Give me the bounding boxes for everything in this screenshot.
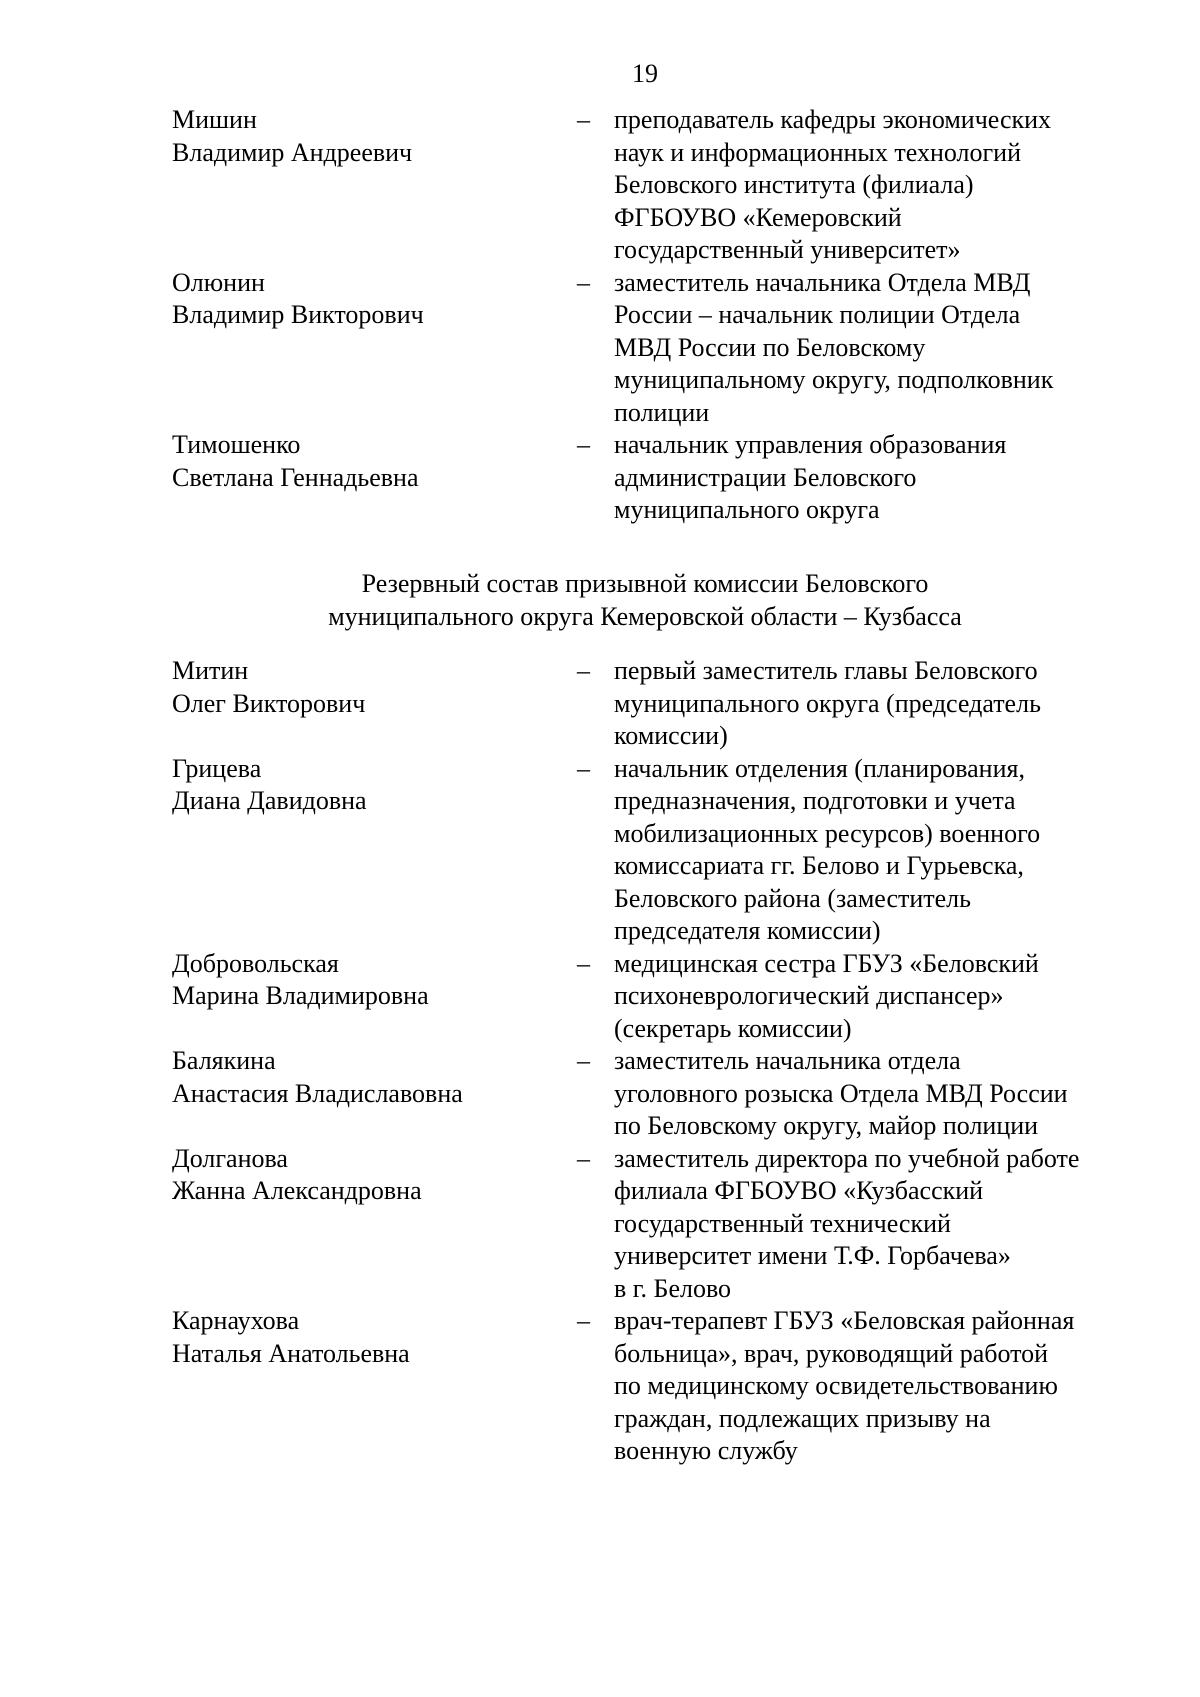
member-given-name: Марина Владимировна xyxy=(172,981,429,1010)
member-role-line: администрации Беловского xyxy=(614,462,917,492)
member-dash: – xyxy=(577,105,590,134)
member-role-line: предназначения, подготовки и учета xyxy=(614,786,1016,815)
member-role-line: военную службу xyxy=(614,1436,798,1465)
member-given-name: Владимир Андреевич xyxy=(172,137,413,167)
member-role-line: университет имени Т.Ф. Горбачева» xyxy=(614,1241,1011,1270)
member-name xyxy=(172,104,552,169)
member-entry xyxy=(0,429,1200,527)
member-role-line: по Беловскому округу, майор полиции xyxy=(614,1111,1039,1140)
member-role-line: по медицинскому освидетельствованию xyxy=(614,1371,1058,1400)
member-role-line: врач-терапевт ГБУЗ «Беловская районная xyxy=(614,1306,1075,1335)
member-role xyxy=(614,267,1134,430)
member-role-line: больница», врач, руководящий работой xyxy=(614,1338,1049,1368)
member-role-line: начальник отделения (планирования, xyxy=(614,753,1025,783)
member-surname: Карнаухова xyxy=(172,1306,300,1335)
member-role xyxy=(614,104,1134,267)
member-role-line: филиала ФГБОУВО «Кузбасский xyxy=(614,1176,984,1205)
member-role-line: полиции xyxy=(614,397,710,427)
member-role-line: комиссии) xyxy=(614,721,728,750)
member-role-line: начальник управления образования xyxy=(614,430,1007,459)
member-role-line: муниципального округа (председатель xyxy=(614,688,1041,718)
member-name xyxy=(172,1143,552,1208)
member-role-line: государственный университет» xyxy=(614,235,961,264)
member-role-line: в г. Белово xyxy=(614,1273,732,1303)
member-surname: Долганова xyxy=(172,1143,288,1173)
member-given-name: Наталья Анатольевна xyxy=(172,1338,410,1368)
member-role-line: государственный технический xyxy=(614,1208,951,1238)
member-entry xyxy=(0,948,1200,1046)
member-role xyxy=(614,1045,1134,1143)
member-surname: Мишин xyxy=(172,105,257,134)
member-role-line: первый заместитель главы Беловского xyxy=(614,656,1038,685)
member-dash: – xyxy=(577,753,590,783)
member-list-reserve xyxy=(0,655,1200,1468)
member-dash: – xyxy=(577,1046,590,1075)
member-role-line: (секретарь комиссии) xyxy=(614,1013,852,1043)
member-dash: – xyxy=(577,267,590,297)
member-role-line: ФГБОУВО «Кемеровский xyxy=(614,202,902,232)
member-given-name: Светлана Геннадьевна xyxy=(172,462,419,492)
member-role-line: психоневрологический диспансер» xyxy=(614,981,1004,1010)
member-entry xyxy=(0,104,1200,267)
member-surname: Балякина xyxy=(172,1046,276,1075)
member-role xyxy=(614,1143,1134,1306)
member-role-line: МВД России по Беловскому xyxy=(614,332,926,362)
member-role-line: граждан, подлежащих призыву на xyxy=(614,1403,991,1433)
page-number: 19 xyxy=(632,59,658,88)
member-entry xyxy=(0,753,1200,948)
member-list-main xyxy=(0,104,1200,527)
member-role-line: мобилизационных ресурсов) военного xyxy=(614,818,1041,848)
member-role-line: комиссариата гг. Белово и Гурьевска, xyxy=(614,851,1024,880)
member-role xyxy=(614,753,1134,948)
member-given-name: Владимир Викторович xyxy=(172,300,424,329)
member-role-line: заместитель начальника отдела xyxy=(614,1046,961,1075)
member-name xyxy=(172,655,552,720)
section-heading-line: муниципального округа Кемеровской области – Кузбасса xyxy=(328,601,962,631)
member-surname: Добровольская xyxy=(172,948,339,978)
member-entry xyxy=(0,267,1200,430)
member-role xyxy=(614,655,1134,753)
member-role-line: председателя комиссии) xyxy=(614,916,881,945)
member-given-name: Диана Давидовна xyxy=(172,786,367,815)
member-given-name: Олег Викторович xyxy=(172,688,366,718)
member-entry xyxy=(0,1143,1200,1306)
member-dash: – xyxy=(577,656,590,685)
member-name xyxy=(172,1045,552,1110)
member-name xyxy=(172,429,552,494)
section-heading-line: Резервный состав призывной комиссии Беловского xyxy=(361,569,929,598)
member-role xyxy=(614,1305,1134,1468)
member-surname: Митин xyxy=(172,656,249,685)
member-role-line: наук и информационных технологий xyxy=(614,137,1021,167)
member-role-line: Беловского института (филиала) xyxy=(614,170,974,199)
member-surname: Олюнин xyxy=(172,267,265,297)
member-name xyxy=(172,753,552,818)
member-role-line: уголовного розыска Отдела МВД России xyxy=(614,1078,1068,1108)
member-given-name: Анастасия Владиславовна xyxy=(172,1078,463,1108)
member-dash: – xyxy=(577,430,590,459)
member-given-name: Жанна Александровна xyxy=(172,1176,422,1205)
member-dash: – xyxy=(577,1143,590,1173)
member-role-line: России – начальник полиции Отдела xyxy=(614,300,1021,329)
member-surname: Тимошенко xyxy=(172,430,301,459)
member-dash: – xyxy=(577,948,590,978)
member-name xyxy=(172,267,552,332)
member-role-line: муниципальному округу, подполковник xyxy=(614,365,1054,394)
member-name xyxy=(172,948,552,1013)
member-role xyxy=(614,948,1134,1046)
member-entry xyxy=(0,655,1200,753)
member-surname: Грицева xyxy=(172,753,262,783)
member-role-line: муниципального округа xyxy=(614,495,880,524)
member-role-line: заместитель директора по учебной работе xyxy=(614,1143,1080,1173)
member-role-line: преподаватель кафедры экономических xyxy=(614,105,1052,134)
member-entry xyxy=(0,1305,1200,1468)
member-dash: – xyxy=(577,1306,590,1335)
member-entry xyxy=(0,1045,1200,1143)
member-role-line: медицинская сестра ГБУЗ «Беловский xyxy=(614,948,1039,978)
member-name xyxy=(172,1305,552,1370)
member-role xyxy=(614,429,1134,527)
member-role-line: Беловского района (заместитель xyxy=(614,883,972,913)
member-role-line: заместитель начальника Отдела МВД xyxy=(614,267,1031,297)
section-heading xyxy=(0,568,1200,633)
